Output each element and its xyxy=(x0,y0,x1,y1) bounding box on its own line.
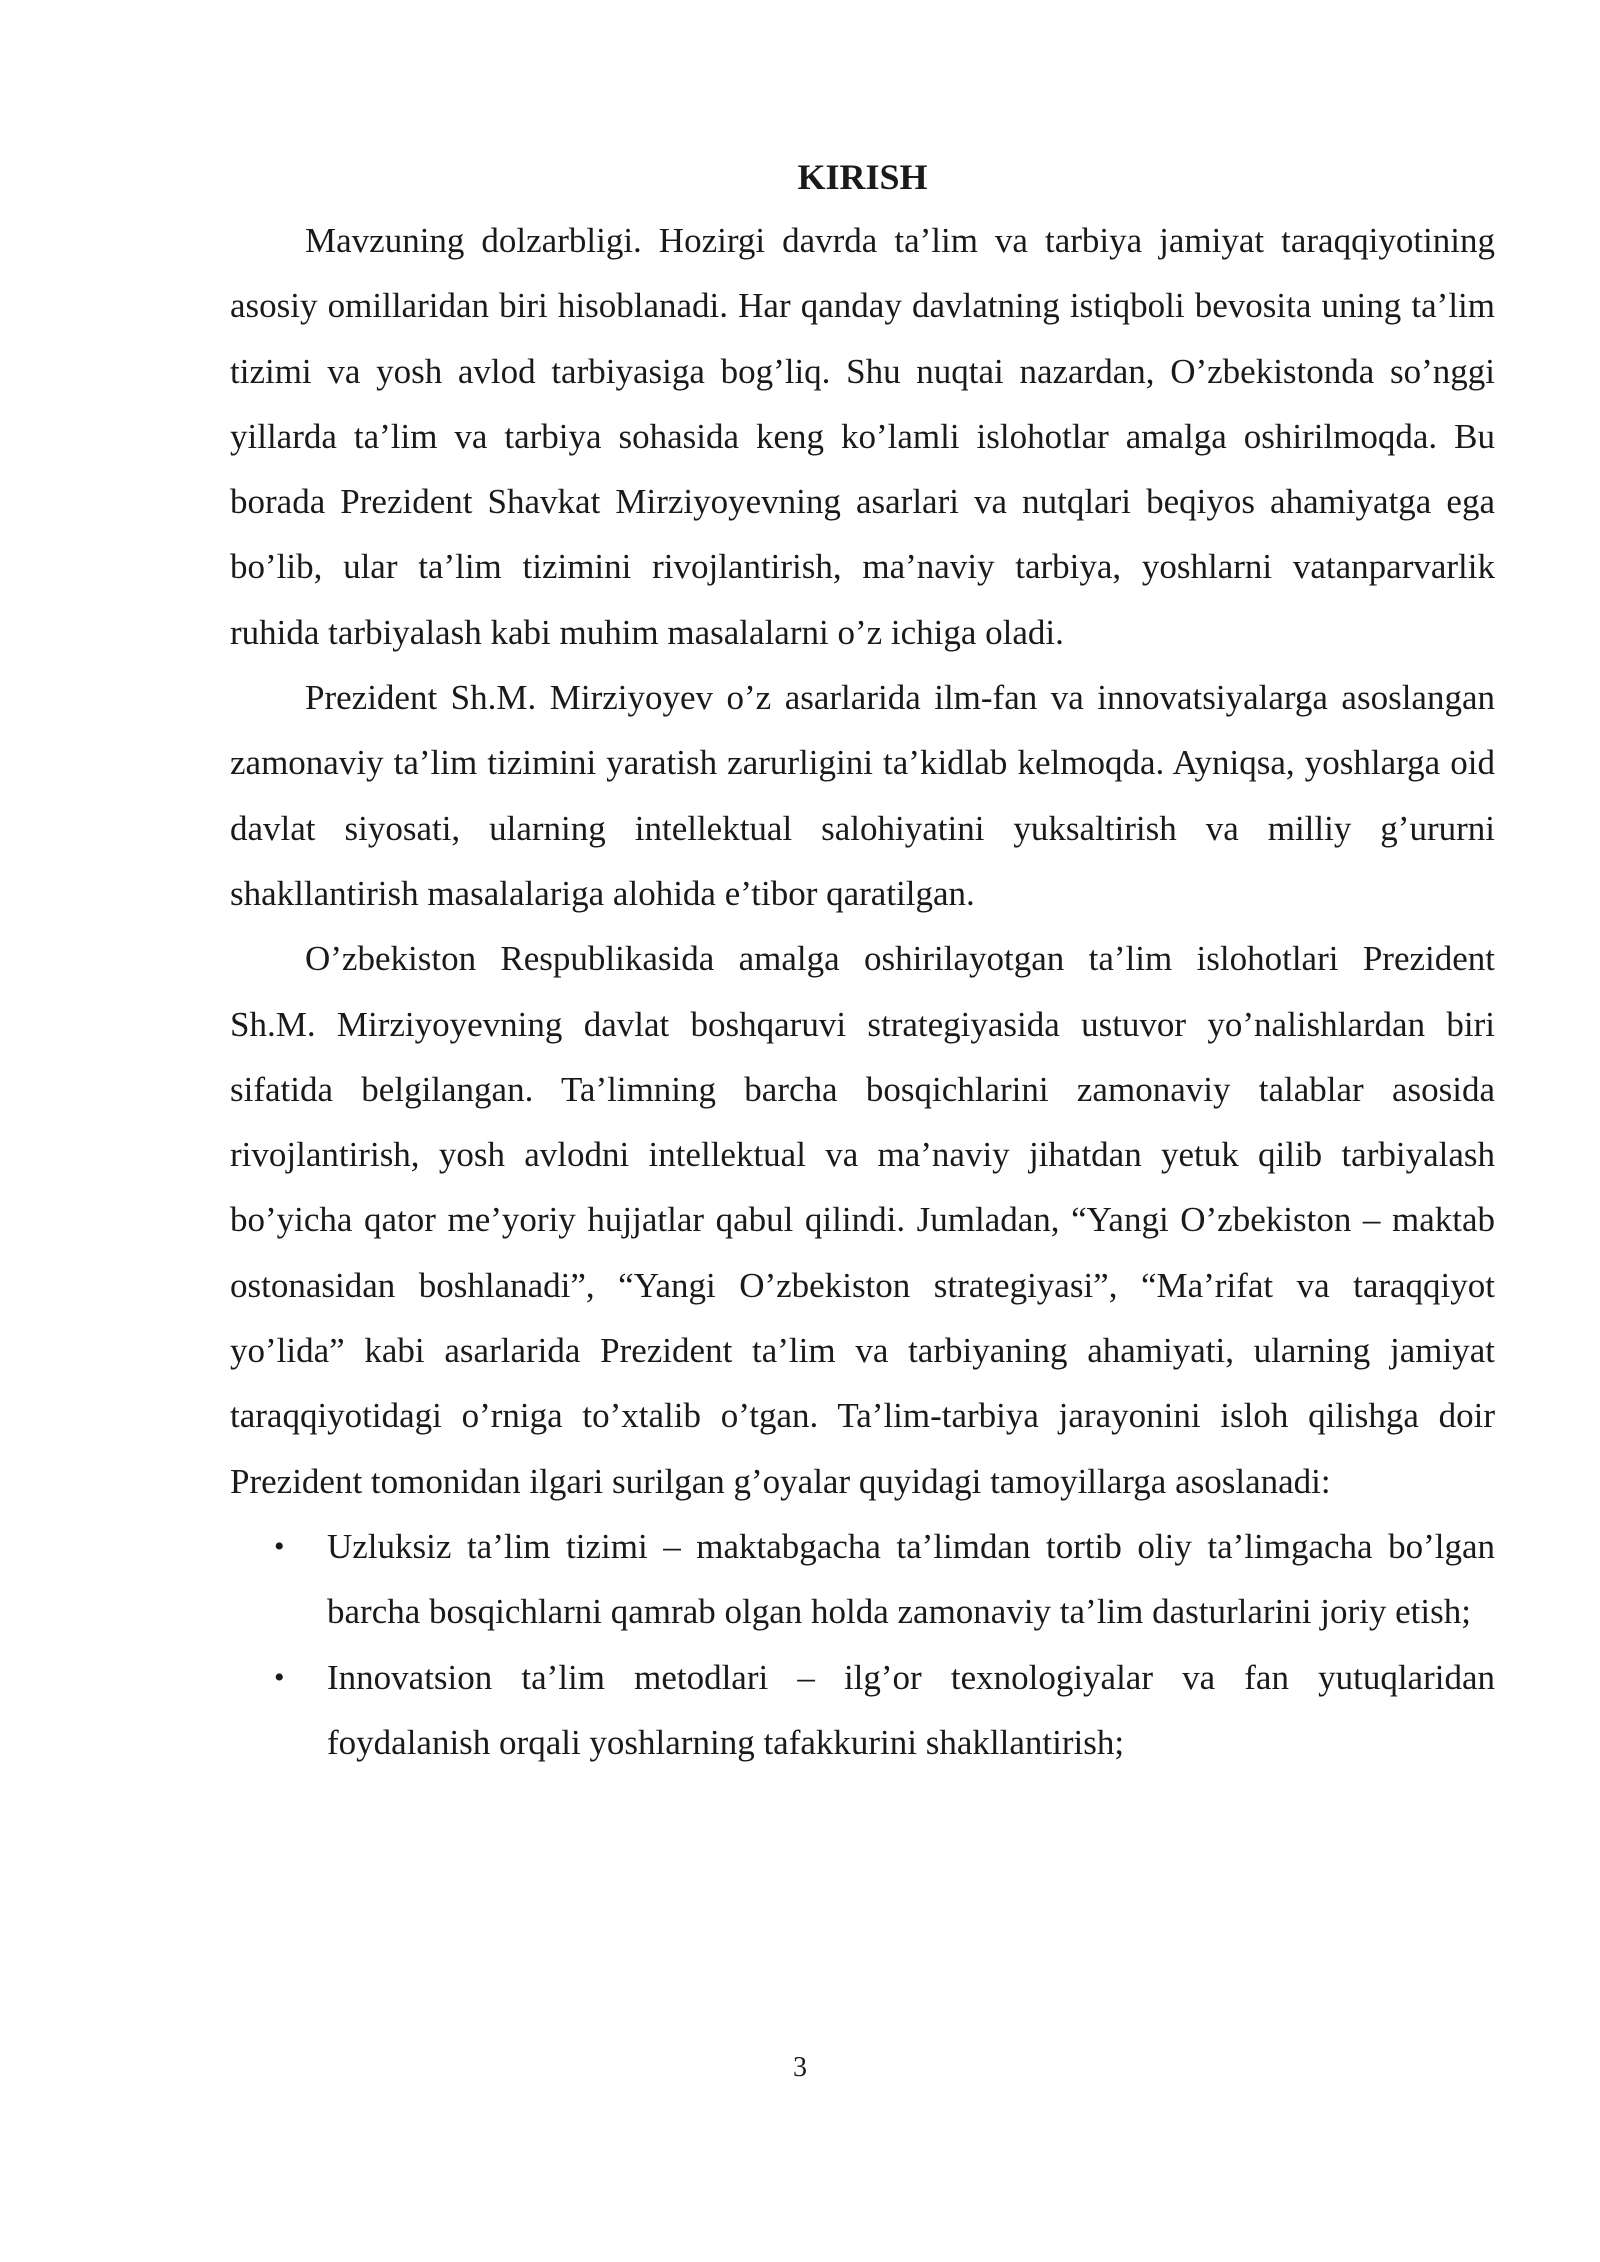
bullet-icon: • xyxy=(274,1529,285,1563)
paragraph-education-reforms: O’zbekiston Respublikasida amalga oshirilayotgan ta’lim islohotlari Prezident Sh.M. Mirziyoyevning davlat boshqaruvi strategiyasida ustuvor yo’nalishlardan biri sifatida belgilangan. Ta’limning barcha bosqichlarini zamonaviy talablar asosida rivojlantirish, yosh avlodni intellektual va ma’naviy jihatdan yetuk qilib tarbiyalash bo’yicha qator me’yoriy hujjatlar qabul qilindi. Jumladan, “Yangi O’zbekiston – maktab ostonasidan boshlanadi”, “Yangi O’zbekiston strategiyasi”, “Ma’rifat va taraqqiyot yo’lida” kabi asarlarida Prezident ta’lim va tarbiyaning ahamiyati, ularning jamiyat taraqqiyotidagi o’rniga to’xtalib o’tgan. Ta’lim-tarbiya jarayonini isloh qilishga doir Prezident tomonidan ilgari surilgan g’oyalar quyidagi tamoyillarga asoslanadi: xyxy=(230,939,1495,1501)
page-number: 3 xyxy=(793,2052,807,2083)
principles-list xyxy=(230,1514,1495,1775)
paragraph-president-works: Prezident Sh.M. Mirziyoyev o’z asarlarida ilm-fan va innovatsiyalarga asoslangan zamonaviy ta’lim tizimini yaratish zarurligini ta’kidlab kelmoqda. Ayniqsa, yoshlarga oid davlat siyosati, ularning intellektual salohiyatini yuksaltirish va milliy g’ururni shakllantirish masalalariga alohida e’tibor qaratilgan. xyxy=(230,678,1495,913)
bullet-icon: • xyxy=(274,1660,285,1694)
list-item-text: Innovatsion ta’lim metodlari – ilg’or texnologiyalar va fan yutuqlaridan foydalanish orqali yoshlarning tafakkurini shakllantirish; xyxy=(327,1657,1495,1762)
list-item-text: Uzluksiz ta’lim tizimi – maktabgacha ta’limdan tortib oliy ta’limgacha bo’lgan barcha bosqichlarni qamrab olgan holda zamonaviy ta’lim dasturlarini joriy etish; xyxy=(327,1526,1495,1632)
section-heading: KIRISH xyxy=(797,157,928,197)
list-item xyxy=(230,1514,1495,1645)
document-page xyxy=(230,150,1495,1775)
paragraph-relevance: Mavzuning dolzarbligi. Hozirgi davrda ta’lim va tarbiya jamiyat taraqqiyotining asosiy omillaridan biri hisoblanadi. Har qanday davlatning istiqboli bevosita uning ta’lim tizimi va yosh avlod tarbiyasiga bog’liq. Shu nuqtai nazardan, O’zbekistonda so’nggi yillarda ta’lim va tarbiya sohasida keng ko’lamli islohotlar amalga oshirilmoqda. Bu borada Prezident Shavkat Mirziyoyevning asarlari va nutqlari beqiyos ahamiyatga ega bo’lib, ular ta’lim tizimini rivojlantirish, ma’naviy tarbiya, yoshlarni vatanparvarlik ruhida tarbiyalash kabi muhim masalalarni o’z ichiga oladi. xyxy=(230,221,1495,652)
list-item xyxy=(230,1645,1495,1776)
